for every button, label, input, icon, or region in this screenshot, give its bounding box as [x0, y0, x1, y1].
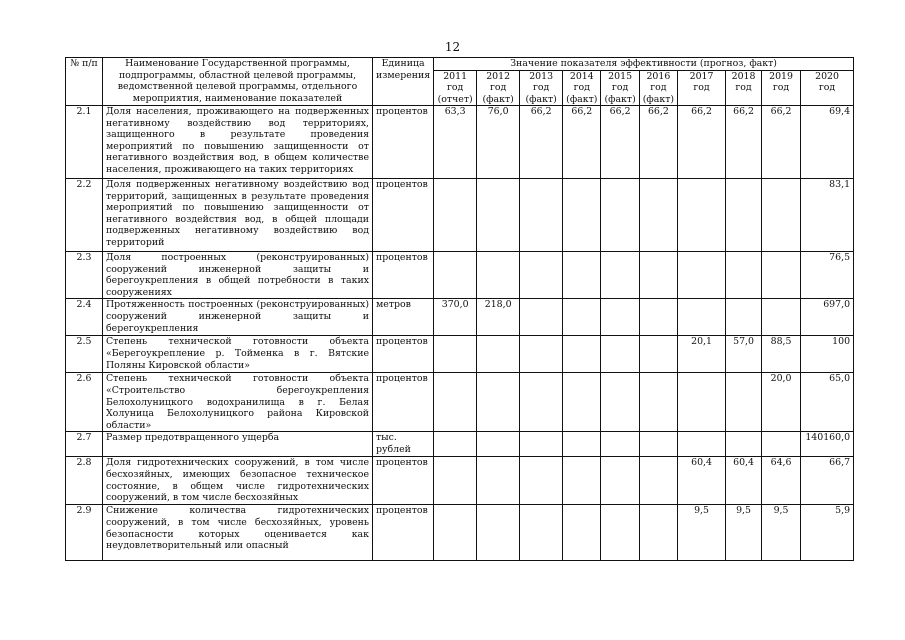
value-cell-2018: [726, 432, 762, 457]
value-cell-2016: [639, 179, 677, 252]
value-cell-2014: [563, 432, 601, 457]
value-cell-2016: [639, 505, 677, 561]
value-cell-2015: [601, 336, 639, 373]
value-cell-2019: 9,5: [762, 505, 801, 561]
value-cell-2013: [520, 299, 563, 336]
value-cell-2014: [563, 336, 601, 373]
table-row: [66, 432, 854, 457]
value-cell-2012: [477, 336, 520, 373]
indicator-name: Снижение количества гидротехнических сооружений, в том числе бесхозяйных, уровень безопасности которых оценивается как неудовлетворительный или опасный: [103, 505, 373, 561]
value-cell-2015: [601, 457, 639, 505]
header-unit: Единица измерения: [373, 58, 434, 106]
year-note: год: [818, 82, 836, 93]
value-cell-2012: [477, 432, 520, 457]
year-label: 2016: [646, 70, 671, 82]
value-cell-2016: [639, 252, 677, 299]
table-row: [66, 252, 854, 299]
year-label: 2012: [486, 70, 511, 82]
value-cell-2014: [563, 505, 601, 561]
indicators-table: [65, 57, 854, 561]
value-cell-2012: [477, 457, 520, 505]
indicator-name: Степень технической готовности объекта «Берегоукрепление р. Тоймeнка в г. Вятские Поляны Кировской области»: [103, 336, 373, 373]
value-cell-2018: 9,5: [726, 505, 762, 561]
value-cell-2012: 76,0: [477, 106, 520, 179]
indicator-name: Степень технической готовности объекта «Строительство берегоукрепления Белохолуницкого водохранилища в г. Белая Холуница Белохолуницкого района Кировской области»: [103, 373, 373, 432]
indicator-name: Доля подверженных негативному воздействию вод территорий, защищенных в результате проведения мероприятий по повышению защищенности от негативного воздействия вод, в общей площади подверженных негативному воздействию вод территорий: [103, 179, 373, 252]
header-year-2017: [678, 70, 726, 106]
value-cell-2011: [434, 432, 477, 457]
value-cell-2014: [563, 252, 601, 299]
value-cell-2017: [678, 252, 726, 299]
indicator-name: Доля гидротехнических сооружений, в том числе бесхозяйных, имеющих безопасное техническое состояние, в общем числе гидротехнических сооружений, в том числе бесхозяйных: [103, 457, 373, 505]
value-cell-2013: 66,2: [520, 106, 563, 179]
value-cell-2012: [477, 252, 520, 299]
header-num: № п/п: [66, 58, 103, 106]
value-cell-2013: [520, 252, 563, 299]
header-year-2019: [762, 70, 801, 106]
value-cell-2017: [678, 179, 726, 252]
table-row: [66, 373, 854, 432]
indicator-name: Доля построенных (реконструированных) сооружений инженерной защиты и берегоукрепления в общей потребности в таких сооружениях: [103, 252, 373, 299]
unit-of-measure: процентов: [373, 336, 434, 373]
value-cell-2015: [601, 299, 639, 336]
value-cell-2017: [678, 299, 726, 336]
year-note: год (факт): [642, 82, 675, 105]
row-number: 2.8: [66, 457, 103, 505]
value-cell-2011: 63,3: [434, 106, 477, 179]
table-row: [66, 299, 854, 336]
value-cell-2019: [762, 252, 801, 299]
value-cell-2017: 66,2: [678, 106, 726, 179]
value-cell-2016: [639, 299, 677, 336]
unit-of-measure: процентов: [373, 179, 434, 252]
value-cell-2018: [726, 373, 762, 432]
value-cell-2016: [639, 336, 677, 373]
header-name: Наименование Государственной программы, подпрограммы, областной целевой программы, ведомственной целевой программы, отдельного мероприятия, наименование показателей: [103, 58, 373, 106]
unit-of-measure: процентов: [373, 505, 434, 561]
value-cell-2016: [639, 373, 677, 432]
year-label: 2015: [608, 70, 633, 82]
value-cell-2020: 5,9: [801, 505, 854, 561]
value-cell-2014: [563, 299, 601, 336]
value-cell-2017: 60,4: [678, 457, 726, 505]
indicator-name: Размер предотвращенного ущерба: [103, 432, 373, 457]
value-cell-2013: [520, 179, 563, 252]
row-number: 2.9: [66, 505, 103, 561]
value-cell-2020: 65,0: [801, 373, 854, 432]
value-cell-2019: [762, 299, 801, 336]
header-year-2018: [726, 70, 762, 106]
unit-of-measure: процентов: [373, 373, 434, 432]
year-label: 2013: [529, 70, 554, 82]
unit-of-measure: тыс. рублей: [373, 432, 434, 457]
value-cell-2018: [726, 299, 762, 336]
table-row: [66, 457, 854, 505]
year-note: год (отчет): [437, 82, 473, 105]
value-cell-2020: 69,4: [801, 106, 854, 179]
value-cell-2017: 9,5: [678, 505, 726, 561]
row-number: 2.5: [66, 336, 103, 373]
header-year-2013: [520, 70, 563, 106]
value-cell-2019: [762, 179, 801, 252]
value-cell-2015: [601, 179, 639, 252]
row-number: 2.4: [66, 299, 103, 336]
header-year-2016: [639, 70, 677, 106]
value-cell-2011: [434, 179, 477, 252]
value-cell-2017: 20,1: [678, 336, 726, 373]
value-cell-2014: [563, 373, 601, 432]
value-cell-2019: 64,6: [762, 457, 801, 505]
value-cell-2016: 66,2: [639, 106, 677, 179]
value-cell-2017: [678, 432, 726, 457]
value-cell-2018: 57,0: [726, 336, 762, 373]
indicator-name: Доля населения, проживающего на подверженных негативному воздействию вод территориях, защищенного в результате проведения мероприятий по повышению защищенности от негативного воздействия вод, в общем количестве населения, проживающего на таких территориях: [103, 106, 373, 179]
value-cell-2015: [601, 505, 639, 561]
value-cell-2015: 66,2: [601, 106, 639, 179]
value-cell-2012: [477, 373, 520, 432]
value-cell-2016: [639, 457, 677, 505]
year-note: год (факт): [525, 82, 557, 105]
value-cell-2017: [678, 373, 726, 432]
header-year-2015: [601, 70, 639, 106]
value-cell-2014: [563, 457, 601, 505]
row-number: 2.2: [66, 179, 103, 252]
table-row: [66, 179, 854, 252]
year-note: год (факт): [482, 82, 514, 105]
value-cell-2020: 697,0: [801, 299, 854, 336]
value-cell-2019: 88,5: [762, 336, 801, 373]
value-cell-2016: [639, 432, 677, 457]
table-row: [66, 505, 854, 561]
value-cell-2020: 66,7: [801, 457, 854, 505]
value-cell-2011: [434, 457, 477, 505]
value-cell-2011: [434, 252, 477, 299]
year-label: 2020: [815, 70, 839, 82]
value-cell-2011: [434, 336, 477, 373]
year-label: 2019: [769, 70, 793, 82]
value-cell-2020: 100: [801, 336, 854, 373]
row-number: 2.7: [66, 432, 103, 457]
year-label: 2017: [689, 70, 714, 82]
header-year-2012: [477, 70, 520, 106]
value-cell-2018: [726, 179, 762, 252]
header-year-2020: [801, 70, 854, 106]
year-note: год (факт): [566, 82, 598, 105]
year-note: год: [693, 82, 710, 93]
value-cell-2019: [762, 432, 801, 457]
header-row: [66, 58, 854, 71]
page-number: 12: [444, 40, 461, 54]
value-cell-2012: 218,0: [477, 299, 520, 336]
value-cell-2011: 370,0: [434, 299, 477, 336]
header-year-2011: [434, 70, 477, 106]
value-cell-2015: [601, 432, 639, 457]
value-cell-2014: [563, 179, 601, 252]
year-label: 2014: [569, 70, 594, 82]
unit-of-measure: процентов: [373, 106, 434, 179]
value-cell-2018: 60,4: [726, 457, 762, 505]
value-cell-2015: [601, 252, 639, 299]
year-note: год: [735, 82, 752, 93]
value-cell-2012: [477, 179, 520, 252]
header-year-2014: [563, 70, 601, 106]
value-cell-2014: 66,2: [563, 106, 601, 179]
indicator-name: Протяженность построенных (реконструированных) сооружений инженерной защиты и берегоукрепления: [103, 299, 373, 336]
year-note: год (факт): [604, 82, 636, 105]
value-cell-2011: [434, 373, 477, 432]
value-cell-2013: [520, 373, 563, 432]
value-cell-2013: [520, 505, 563, 561]
row-number: 2.3: [66, 252, 103, 299]
value-cell-2013: [520, 432, 563, 457]
value-cell-2013: [520, 457, 563, 505]
year-label: 2011: [443, 70, 468, 82]
unit-of-measure: процентов: [373, 457, 434, 505]
row-number: 2.6: [66, 373, 103, 432]
value-cell-2011: [434, 505, 477, 561]
header-values: Значение показателя эффективности (прогноз, факт): [434, 58, 854, 71]
value-cell-2018: 66,2: [726, 106, 762, 179]
year-label: 2018: [731, 70, 756, 82]
value-cell-2018: [726, 252, 762, 299]
unit-of-measure: процентов: [373, 252, 434, 299]
value-cell-2019: 20,0: [762, 373, 801, 432]
value-cell-2019: 66,2: [762, 106, 801, 179]
row-number: 2.1: [66, 106, 103, 179]
year-note: год: [772, 82, 790, 93]
value-cell-2020: 83,1: [801, 179, 854, 252]
value-cell-2020: 140160,0: [801, 432, 854, 457]
value-cell-2012: [477, 505, 520, 561]
value-cell-2015: [601, 373, 639, 432]
table-row: [66, 336, 854, 373]
table-row: [66, 106, 854, 179]
value-cell-2020: 76,5: [801, 252, 854, 299]
value-cell-2013: [520, 336, 563, 373]
unit-of-measure: метров: [373, 299, 434, 336]
